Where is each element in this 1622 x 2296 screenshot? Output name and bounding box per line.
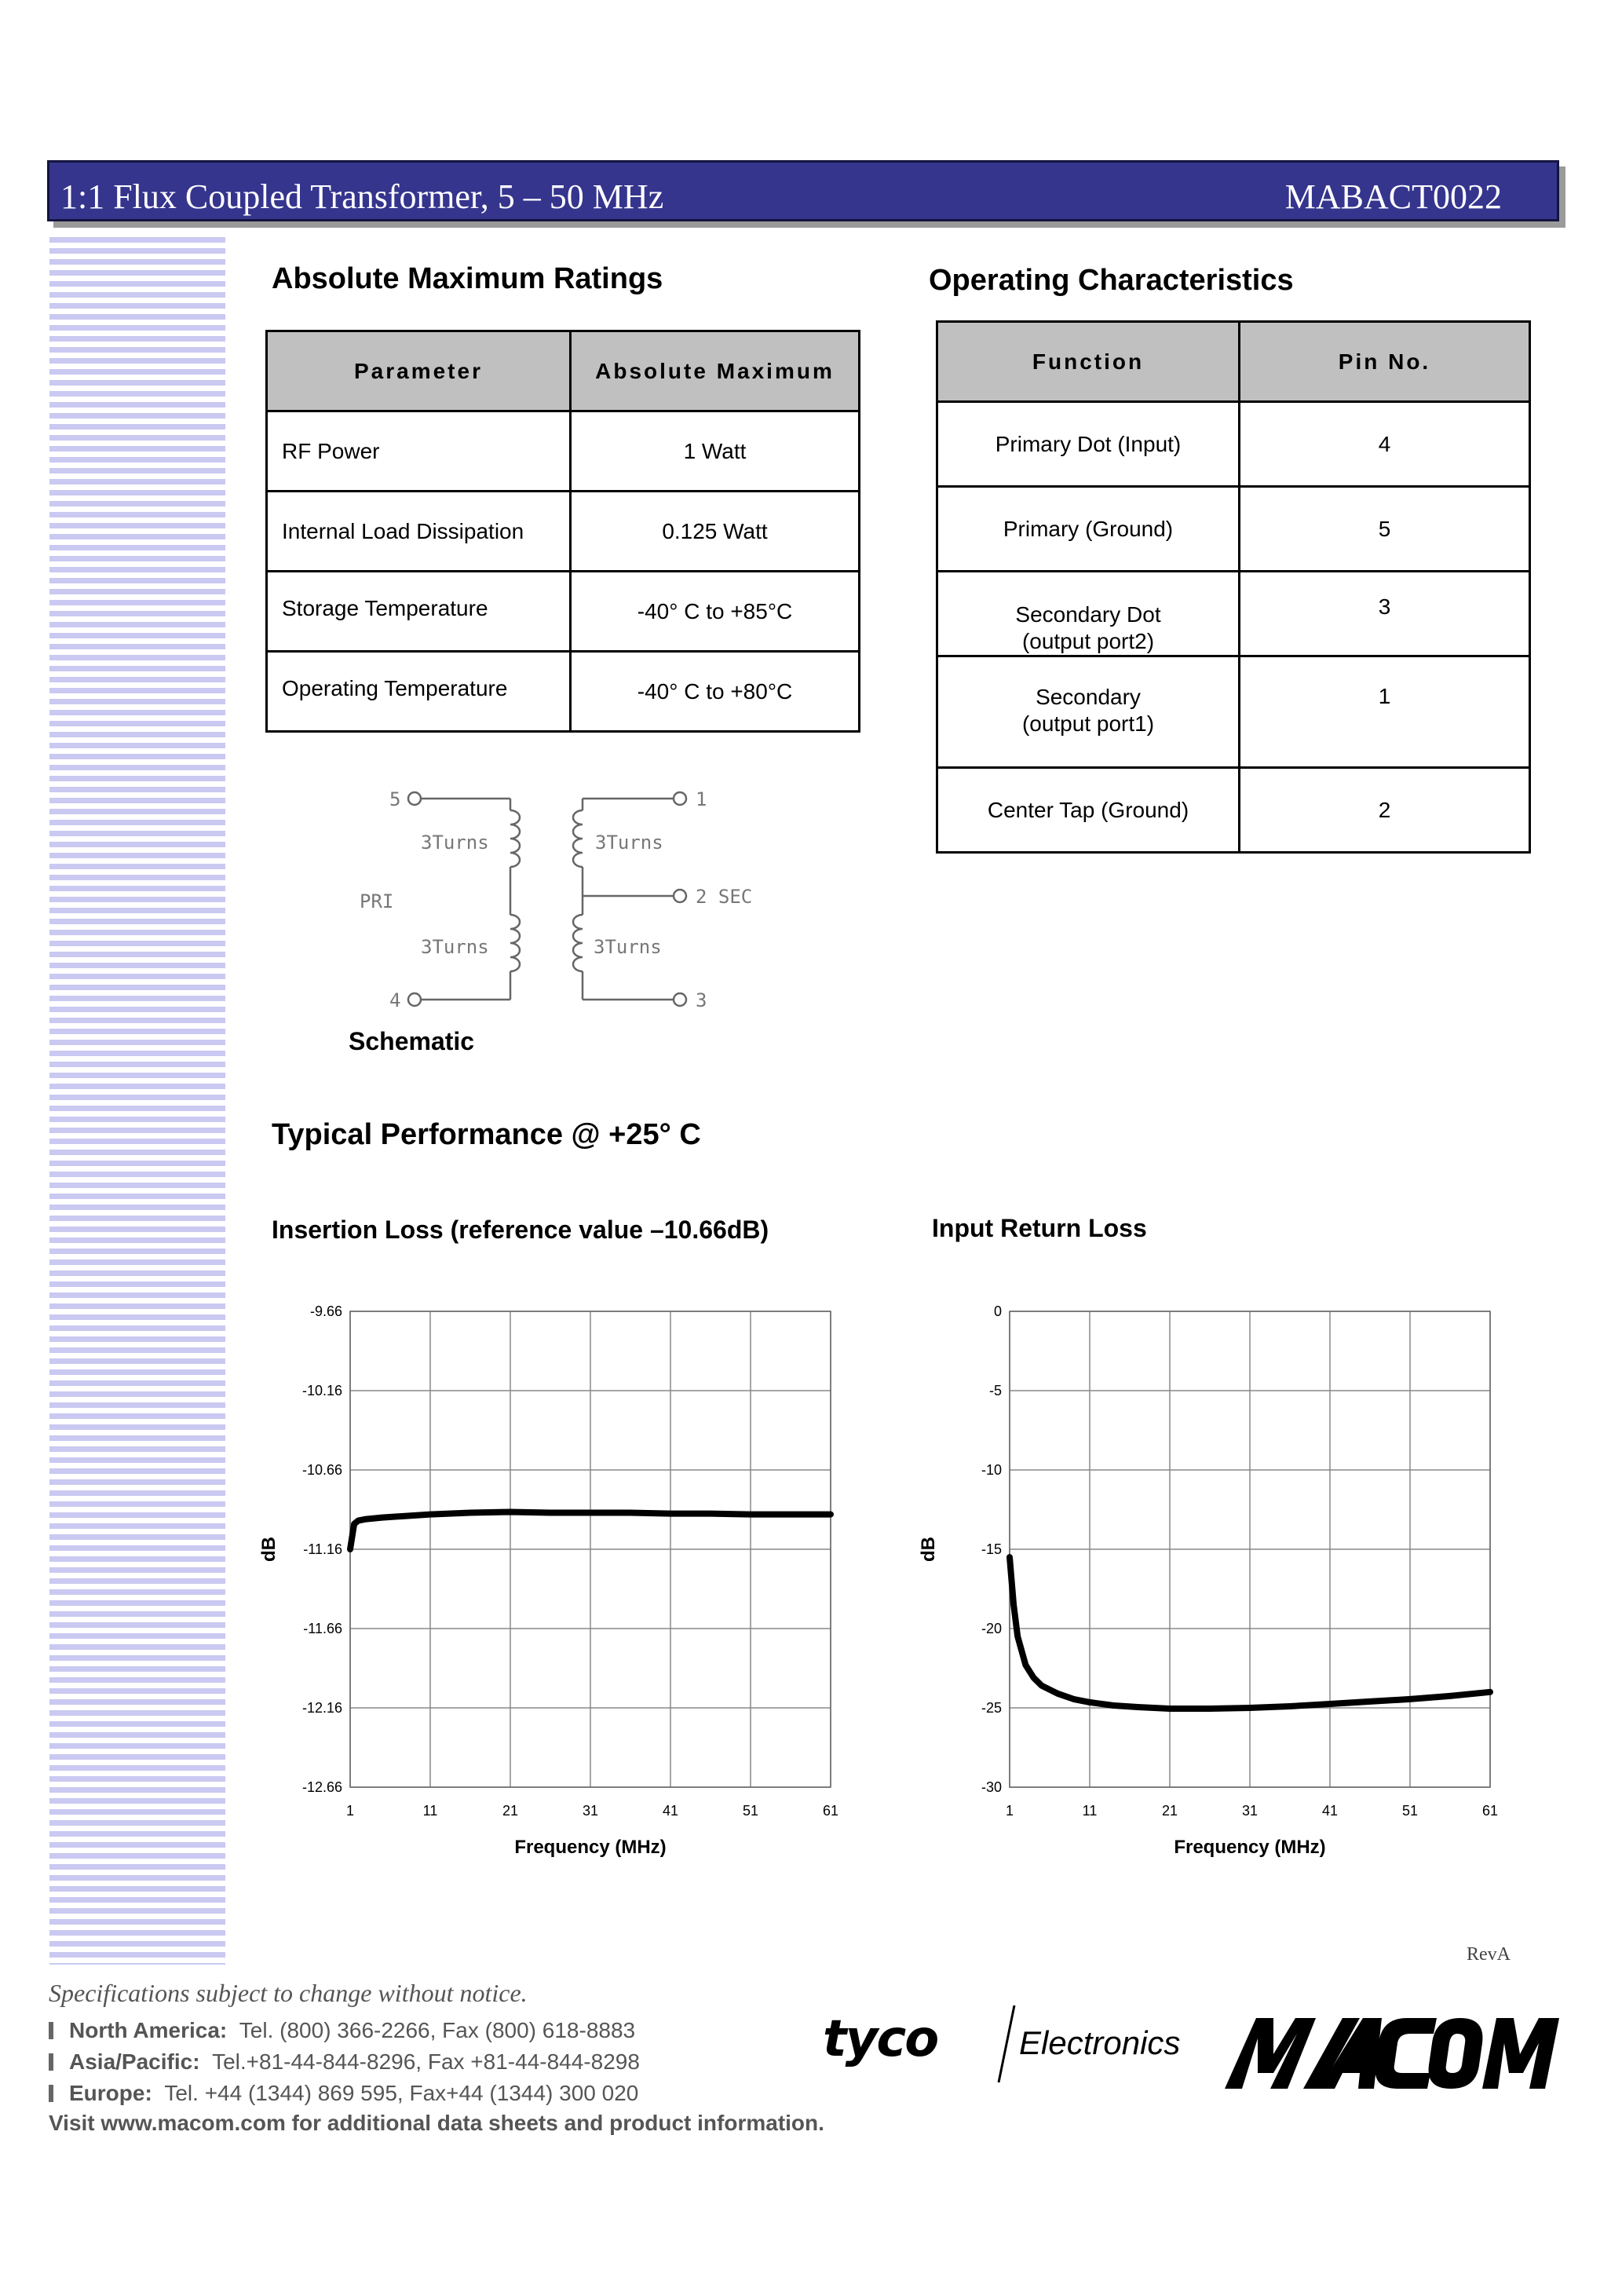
primary-lower-coil	[510, 915, 520, 971]
abs-max-col-parameter: Parameter	[267, 331, 571, 411]
y-tick-label: -15	[981, 1541, 1002, 1557]
abs-max-heading: Absolute Maximum Ratings	[272, 262, 663, 295]
abs-max-param: Internal Load Dissipation	[267, 492, 571, 572]
logo-slash	[991, 2001, 1022, 2087]
bullet-bar	[49, 2022, 53, 2039]
secondary-upper-coil	[573, 810, 583, 867]
operating-pin: 4	[1240, 402, 1530, 487]
abs-max-col-maximum: Absolute Maximum	[571, 331, 860, 411]
operating-table	[936, 320, 1531, 854]
part-number: MABACT0022	[1284, 177, 1502, 216]
chart-title-insertion-loss: Insertion Loss (reference value –10.66dB)	[272, 1216, 769, 1244]
schematic-pin-5-label: 5	[389, 788, 401, 810]
x-tick-label: 11	[1082, 1803, 1098, 1819]
pin-2-terminal	[674, 890, 686, 902]
y-tick-label: -10.66	[301, 1462, 342, 1478]
decorative-stripe-band	[49, 237, 225, 1965]
schematic-turns-label: 3Turns	[595, 832, 663, 854]
performance-heading: Typical Performance @ +25° C	[272, 1118, 701, 1151]
operating-function: Secondary (output port1)	[937, 656, 1240, 768]
x-tick-label: 1	[1005, 1803, 1014, 1819]
abs-max-value: 0.125 Watt	[571, 492, 860, 572]
x-tick-label: 11	[422, 1803, 438, 1819]
x-tick-label: 1	[345, 1803, 355, 1819]
operating-pin: 1	[1240, 656, 1530, 768]
schematic-caption: Schematic	[349, 1027, 475, 1055]
insertion-loss-chart	[251, 1288, 864, 1869]
contact-north-america	[49, 2018, 635, 2043]
abs-max-param: RF Power	[267, 411, 571, 492]
y-tick-label: -12.16	[301, 1700, 342, 1716]
operating-pin: 5	[1240, 487, 1530, 572]
y-axis-label: dB	[918, 1537, 939, 1562]
schematic-pri-label: PRI	[360, 890, 394, 912]
operating-col-pin: Pin No.	[1240, 322, 1530, 402]
contact-asia-pacific	[49, 2049, 640, 2075]
y-tick-label: -11.66	[303, 1621, 342, 1636]
footer-visit-link[interactable]: Visit www.macom.com for additional data sheets and product information.	[49, 2111, 824, 2135]
tyco-electronics-logo	[816, 2001, 1193, 2087]
schematic-diagram	[345, 770, 785, 1013]
x-axis-label: Frequency (MHz)	[1174, 1837, 1326, 1858]
schematic-turns-label: 3Turns	[594, 936, 662, 958]
abs-max-value: 1 Watt	[571, 411, 860, 492]
x-tick-label: 31	[1241, 1803, 1259, 1819]
operating-function: Primary (Ground)	[937, 487, 1240, 572]
chart-title-return-loss: Input Return Loss	[932, 1214, 1147, 1242]
contact-europe	[49, 2081, 638, 2106]
y-tick-label: -25	[981, 1700, 1002, 1716]
return-loss-chart	[911, 1288, 1523, 1869]
secondary-lower-coil	[573, 915, 583, 971]
pin-4-terminal	[408, 993, 421, 1006]
contact-region: North America:	[69, 2018, 228, 2042]
x-tick-label: 61	[822, 1803, 839, 1819]
x-tick-label: 21	[1161, 1803, 1178, 1819]
y-tick-label: -30	[981, 1779, 1002, 1795]
y-axis-label: dB	[258, 1537, 279, 1562]
header-banner	[47, 160, 1559, 221]
tyco-wordmark: tyco	[823, 2010, 938, 2068]
schematic-turns-label: 3Turns	[421, 832, 489, 854]
y-tick-label: -11.16	[303, 1541, 342, 1557]
pin-5-terminal	[408, 792, 421, 805]
y-tick-label: -20	[981, 1621, 1002, 1636]
schematic-pin-4-label: 4	[389, 989, 401, 1011]
x-tick-label: 41	[1321, 1803, 1339, 1819]
abs-max-param: Operating Temperature	[267, 652, 571, 732]
schematic-pin-3-label: 3	[696, 989, 707, 1011]
operating-col-function: Function	[937, 322, 1240, 402]
operating-function: Secondary Dot (output port2)	[937, 572, 1240, 656]
x-axis-label: Frequency (MHz)	[514, 1837, 667, 1858]
operating-function: Primary Dot (Input)	[937, 402, 1240, 487]
y-tick-label: -9.66	[309, 1303, 342, 1319]
abs-max-value: -40° C to +80°C	[571, 652, 860, 732]
y-tick-label: -12.66	[301, 1779, 342, 1795]
revision-label: RevA	[1467, 1944, 1511, 1965]
contact-region: Asia/Pacific:	[69, 2049, 200, 2074]
operating-pin: 3	[1240, 572, 1530, 656]
schematic-pin-2-sec-label: 2 SEC	[696, 886, 753, 908]
abs-max-value: -40° C to +85°C	[571, 572, 860, 652]
x-tick-label: 61	[1481, 1803, 1499, 1819]
macom-logo-graphic	[1225, 2010, 1562, 2104]
pin-3-terminal	[674, 993, 686, 1006]
contact-info: Tel. +44 (1344) 869 595, Fax+44 (1344) 300 020	[164, 2081, 639, 2105]
contact-info: Tel. (800) 366-2266, Fax (800) 618-8883	[239, 2018, 636, 2042]
schematic-turns-label: 3Turns	[421, 936, 489, 958]
operating-function: Center Tap (Ground)	[937, 768, 1240, 853]
x-tick-label: 31	[582, 1803, 599, 1819]
macom-logo	[1225, 2010, 1562, 2104]
operating-pin: 2	[1240, 768, 1530, 853]
electronics-wordmark: Electronics	[1019, 2024, 1181, 2061]
schematic-pin-1-label: 1	[696, 788, 707, 810]
y-tick-label: -10	[981, 1462, 1002, 1478]
operating-heading: Operating Characteristics	[929, 264, 1294, 297]
y-tick-label: -5	[988, 1383, 1002, 1398]
footer-notice: Specifications subject to change without notice.	[49, 1979, 528, 2007]
x-tick-label: 51	[1401, 1803, 1419, 1819]
abs-max-param: Storage Temperature	[267, 572, 571, 652]
contact-region: Europe:	[69, 2081, 152, 2105]
primary-upper-coil	[510, 810, 520, 867]
x-tick-label: 21	[502, 1803, 519, 1819]
pin-1-terminal	[674, 792, 686, 805]
x-tick-label: 41	[662, 1803, 679, 1819]
x-tick-label: 51	[742, 1803, 759, 1819]
bullet-bar	[49, 2053, 53, 2071]
y-tick-label: 0	[993, 1303, 1002, 1319]
document-title: 1:1 Flux Coupled Transformer, 5 – 50 MHz	[60, 177, 664, 216]
contact-info: Tel.+81-44-844-8296, Fax +81-44-844-8298	[212, 2049, 640, 2074]
y-tick-label: -10.16	[301, 1383, 342, 1398]
macom-logo-text: M/A-COM	[1225, 2010, 1229, 2011]
abs-max-table	[265, 330, 860, 733]
bullet-bar	[49, 2085, 53, 2102]
